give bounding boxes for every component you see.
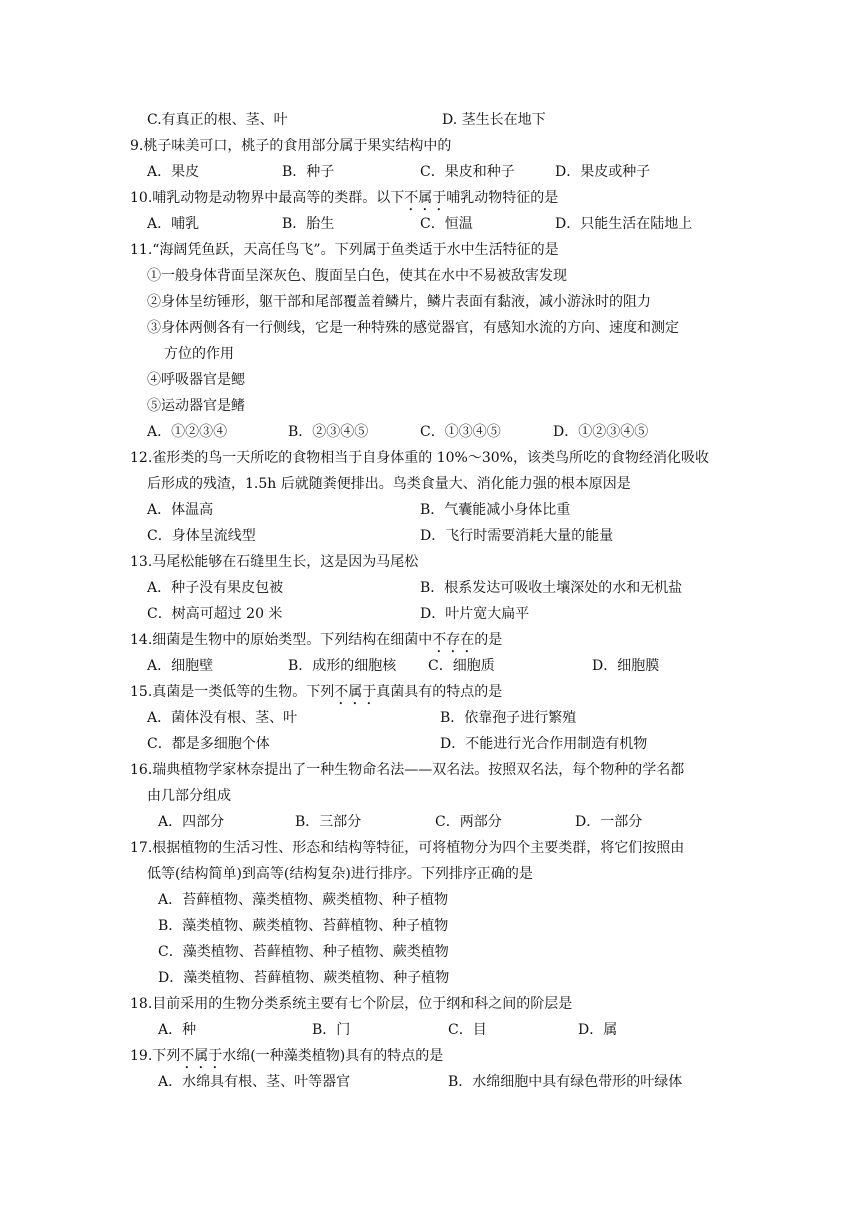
- q14-stem: [130, 630, 502, 656]
- q15-option-d: D．不能进行光合作用制造有机物: [440, 736, 648, 752]
- q11-option-d: D．①②③④⑤: [553, 424, 649, 440]
- q15-stem-post: 真菌具有的特点的是: [376, 684, 503, 700]
- q12-stem-line-1: 12.雀形类的鸟一天所吃的食物相当于自身体重的 10%～30%，该类鸟所吃的食物经消化吸收: [130, 450, 709, 466]
- q16-stem-line-2: 由几部分组成: [147, 788, 231, 804]
- q10-stem-post: 哺乳动物特征的是: [446, 190, 559, 206]
- q10-stem-emphasis: 不属于: [404, 190, 447, 206]
- q16-option-b: B．三部分: [295, 814, 362, 830]
- q14-stem-pre: 14.细菌是生物中的原始类型。下列结构在细菌中: [130, 632, 433, 648]
- q19-option-b: B．水绵细胞中具有绿色带形的叶绿体: [448, 1074, 683, 1090]
- q18-option-d: D．属: [578, 1022, 618, 1038]
- q11-statement-4: ④呼吸器官是鳃: [147, 372, 245, 388]
- q19-stem-emphasis: 不属于: [180, 1048, 223, 1064]
- q10-option-c: C．恒温: [420, 216, 473, 232]
- q12-stem-line-2: 后形成的残渣，1.5h 后就随粪便排出。鸟类食量大、消化能力强的根本原因是: [147, 476, 631, 492]
- q18-option-c: C．目: [448, 1022, 487, 1038]
- q11-statement-1: ①一般身体背面呈深灰色、腹面呈白色，使其在水中不易被敌害发现: [147, 268, 567, 284]
- q14-option-c: C．细胞质: [428, 658, 495, 674]
- q16-option-d: D．一部分: [575, 814, 643, 830]
- q15-option-c: C．都是多细胞个体: [147, 736, 270, 752]
- q18-option-b: B．门: [312, 1022, 351, 1038]
- q9-option-d: D．果皮或种子: [555, 164, 651, 180]
- q19-stem-pre: 19.下列: [130, 1048, 181, 1064]
- q19-stem: [130, 1046, 443, 1072]
- q13-stem: 13.马尾松能够在石缝里生长，这是因为马尾松: [130, 554, 419, 570]
- q13-option-d: D．叶片宽大扁平: [420, 606, 530, 622]
- q17-option-c: C．藻类植物、苔藓植物、种子植物、蕨类植物: [158, 944, 449, 960]
- q16-option-c: C．两部分: [435, 814, 502, 830]
- q10-stem-pre: 10.哺乳动物是动物界中最高等的类群。以下: [130, 190, 405, 206]
- q15-stem: [130, 682, 502, 708]
- q13-option-b: B．根系发达可吸收土壤深处的水和无机盐: [420, 580, 683, 596]
- q10-option-a: A．哺乳: [147, 216, 200, 232]
- q9-option-a: A．果皮: [147, 164, 200, 180]
- q17-stem-line-1: 17.根据植物的生活习性、形态和结构等特征，可将植物分为四个主要类群，将它们按照由: [130, 840, 685, 856]
- q15-stem-emphasis: 不属于: [334, 684, 377, 700]
- q17-option-a: A．苔藓植物、藻类植物、蕨类植物、种子植物: [158, 892, 449, 908]
- q12-option-b: B．气囊能减小身体比重: [420, 502, 571, 518]
- q12-option-d: D．飞行时需要消耗大量的能量: [420, 528, 614, 544]
- q11-option-c: C．①③④⑤: [420, 424, 501, 440]
- q11-statement-2: ②身体呈纺锤形，躯干部和尾部覆盖着鳞片，鳞片表面有黏液，减小游泳时的阻力: [147, 294, 651, 310]
- q14-stem-emphasis: 不存在: [432, 632, 475, 648]
- q9-option-b: B．种子: [282, 164, 335, 180]
- q17-option-d: D．藻类植物、苔藓植物、蕨类植物、种子植物: [158, 970, 450, 986]
- q11-statement-3-cont: 方位的作用: [164, 346, 234, 362]
- q17-option-b: B．藻类植物、蕨类植物、苔藓植物、种子植物: [158, 918, 449, 934]
- q10-option-b: B．胎生: [282, 216, 335, 232]
- q9-option-c: C．果皮和种子: [420, 164, 515, 180]
- q9-stem: 9.桃子味美可口，桃子的食用部分属于果实结构中的: [130, 138, 452, 154]
- q11-statement-5: ⑤运动器官是鳍: [147, 398, 245, 414]
- q13-option-c: C．树高可超过 20 米: [147, 606, 283, 622]
- q11-statement-3: ③身体两侧各有一行侧线，它是一种特殊的感觉器官，有感知水流的方向、速度和测定: [147, 320, 679, 336]
- q12-option-c: C．身体呈流线型: [147, 528, 256, 544]
- q11-stem: 11.“海阔凭鱼跃，天高任鸟飞”。下列属于鱼类适于水中生活特征的是: [130, 242, 559, 258]
- q11-option-b: B．②③④⑤: [288, 424, 369, 440]
- q15-stem-pre: 15.真菌是一类低等的生物。下列: [130, 684, 335, 700]
- q8-option-c: C.有真正的根、茎、叶: [147, 112, 288, 128]
- q19-stem-post: 水绵(一种藻类植物)具有的特点的是: [222, 1048, 444, 1064]
- q19-option-a: A．水绵具有根、茎、叶等器官: [158, 1074, 351, 1090]
- q13-option-a: A．种子没有果皮包被: [147, 580, 284, 596]
- q14-option-a: A．细胞壁: [147, 658, 214, 674]
- q16-stem-line-1: 16.瑞典植物学家林奈提出了一种生物命名法——双名法。按照双名法，每个物种的学名都: [130, 762, 685, 778]
- q15-option-a: A．菌体没有根、茎、叶: [147, 710, 298, 726]
- q16-option-a: A．四部分: [158, 814, 225, 830]
- q14-option-d: D．细胞膜: [592, 658, 660, 674]
- q14-option-b: B．成形的细胞核: [288, 658, 397, 674]
- q10-stem: [130, 188, 558, 214]
- q17-stem-line-2: 低等(结构简单)到高等(结构复杂)进行排序。下列排序正确的是: [147, 866, 533, 882]
- q18-option-a: A．种: [158, 1022, 197, 1038]
- q11-option-a: A．①②③④: [147, 424, 228, 440]
- q8-option-d: D. 茎生长在地下: [442, 112, 546, 128]
- q18-stem: 18.目前采用的生物分类系统主要有七个阶层，位于纲和科之间的阶层是: [130, 996, 573, 1012]
- q12-option-a: A．体温高: [147, 502, 214, 518]
- q15-option-b: B．依靠孢子进行繁殖: [440, 710, 577, 726]
- q14-stem-post: 的是: [474, 632, 503, 648]
- q10-option-d: D．只能生活在陆地上: [555, 216, 693, 232]
